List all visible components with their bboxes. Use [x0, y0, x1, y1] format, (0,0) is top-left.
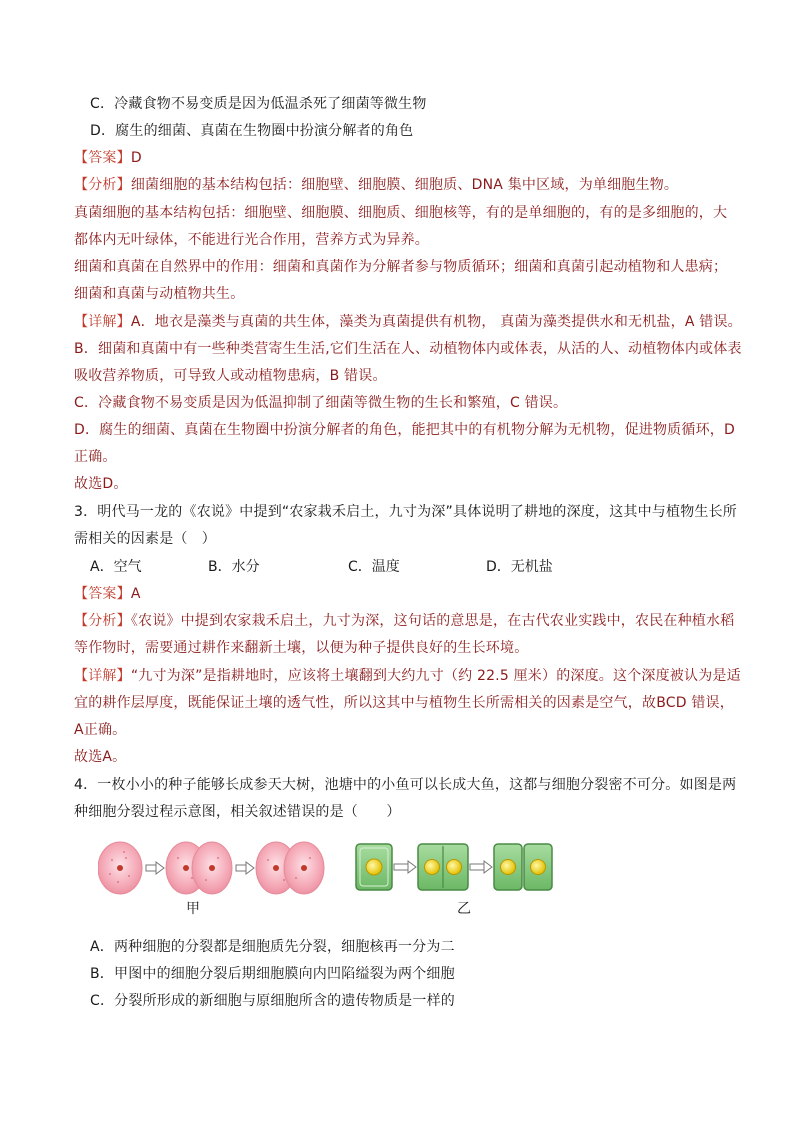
detail-text: “九寸为深”是指耕地时，应该将土壤翻到大约九寸（约 22.5 厘米）的深度。这个深度被认为是适 [130, 668, 741, 684]
q3-analysis-line: 等作物时，需要通过耕作来翻新土壤，以便为种子提供良好的生长环境。 [74, 640, 529, 656]
q2-detail-line: C．冷藏食物不易变质是因为低温抑制了细菌等微生物的生长和繁殖，C 错误。 [74, 395, 568, 411]
q4-stem-line: 种细胞分裂过程示意图，相关叙述错误的是（ ） [74, 804, 401, 820]
q2-detail-line: 吸收营养物质，可导致人或动植物患病，B 错误。 [74, 368, 387, 384]
q3-detail-line [74, 666, 741, 686]
plant-cell-stage-1 [356, 844, 392, 890]
q2-analysis-line [74, 175, 724, 195]
q2-answer [74, 148, 724, 168]
arrow-icon [470, 861, 492, 873]
q2-detail-line [74, 312, 742, 332]
q3-detail-line: 故选A。 [74, 749, 127, 765]
prev-option-d: D．腐生的细菌、真菌在生物圈中扮演分解者的角色 [90, 123, 414, 139]
detail-tag: 【详解】 [74, 668, 131, 684]
detail-tag: 【详解】 [74, 314, 131, 330]
detail-text: A．地衣是藻类与真菌的共生体，藻类为真菌提供有机物， 真菌为藻类提供水和无机盐，A 错误。 [130, 314, 742, 330]
q3-analysis-line [74, 611, 735, 631]
plant-cell-stage-3 [494, 844, 552, 890]
q3-option-a: A．空气 [90, 559, 142, 575]
q3-answer [74, 584, 724, 604]
q3-option-d: D．无机盐 [486, 559, 553, 575]
q2-analysis-line: 真菌细胞的基本结构包括：细胞壁、细胞膜、细胞质、细胞核等，有的是单细胞的，有的是多细胞的，大 [74, 205, 728, 221]
answer-value: D [130, 150, 142, 166]
analysis-text: 细菌细胞的基本结构包括：细胞壁、细胞膜、细胞质、DNA 集中区域，为单细胞生物。 [130, 177, 679, 193]
arrow-icon [236, 862, 254, 874]
arrow-icon [146, 862, 164, 874]
q3-option-c: C．温度 [348, 559, 400, 575]
analysis-tag: 【分析】 [74, 177, 131, 193]
q2-detail-line: D．腐生的细菌、真菌在生物圈中扮演分解者的角色，能把其中的有机物分解为无机物，促进物质循环，D [74, 422, 735, 438]
q4-stem-line: 4．一枚小小的种子能够长成参天大树，池塘中的小鱼可以长成大鱼，这都与细胞分裂密不可分。如图是两 [74, 777, 737, 793]
q4-option-a: A．两种细胞的分裂都是细胞质先分裂，细胞核再一分为二 [90, 939, 455, 955]
q2-analysis-line: 细菌和真菌与动植物共生。 [74, 286, 245, 302]
q2-analysis-line: 都体内无叶绿体，不能进行光合作用，营养方式为异养。 [74, 232, 429, 248]
q3-detail-line: A正确。 [74, 722, 127, 738]
q4-option-b: B．甲图中的细胞分裂后期细胞膜向内凹陷缢裂为两个细胞 [90, 966, 455, 982]
animal-cell-stage-3 [256, 842, 324, 894]
arrow-icon [394, 861, 416, 873]
q3-option-b: B．水分 [208, 559, 260, 575]
figure-label-jia: 甲 [186, 901, 200, 917]
plant-cell-stage-2 [418, 844, 468, 890]
q2-analysis-line: 细菌和真菌在自然界中的作用：细菌和真菌作为分解者参与物质循环；细菌和真菌引起动植物和人患病； [74, 259, 728, 275]
answer-tag: 【答案】 [74, 586, 131, 602]
answer-value: A [130, 586, 141, 602]
cell-division-figure [98, 838, 568, 920]
animal-cell-stage-2 [166, 842, 232, 894]
q2-detail-line: B．细菌和真菌中有一些种类营寄生生活,它们生活在人、动植物体内或体表，从活的人、动植物体内或体表 [74, 341, 742, 357]
q3-stem-line: 3．明代马一龙的《农说》中提到“农家栽禾启土，九寸为深”具体说明了耕地的深度，这其中与植物生长所 [74, 504, 738, 520]
answer-tag: 【答案】 [74, 150, 131, 166]
figure-label-yi: 乙 [457, 901, 471, 917]
animal-cell-stage-1 [98, 842, 142, 894]
q3-detail-line: 宜的耕作层厚度，既能保证土壤的透气性，所以这其中与植物生长所需相关的因素是空气，故BCD 错误， [74, 695, 734, 711]
q2-detail-line: 正确。 [74, 449, 117, 465]
analysis-tag: 【分析】 [74, 613, 131, 629]
q3-stem-line: 需相关的因素是（ ） [74, 531, 216, 547]
q4-option-c: C．分裂所形成的新细胞与原细胞所含的遗传物质是一样的 [90, 993, 455, 1009]
prev-option-c: C．冷藏食物不易变质是因为低温杀死了细菌等微生物 [90, 96, 427, 112]
analysis-text: 《农说》中提到农家栽禾启土，九寸为深，这句话的意思是，在古代农业实践中，农民在种植水稻 [130, 613, 735, 629]
q2-detail-line: 故选D。 [74, 476, 128, 492]
